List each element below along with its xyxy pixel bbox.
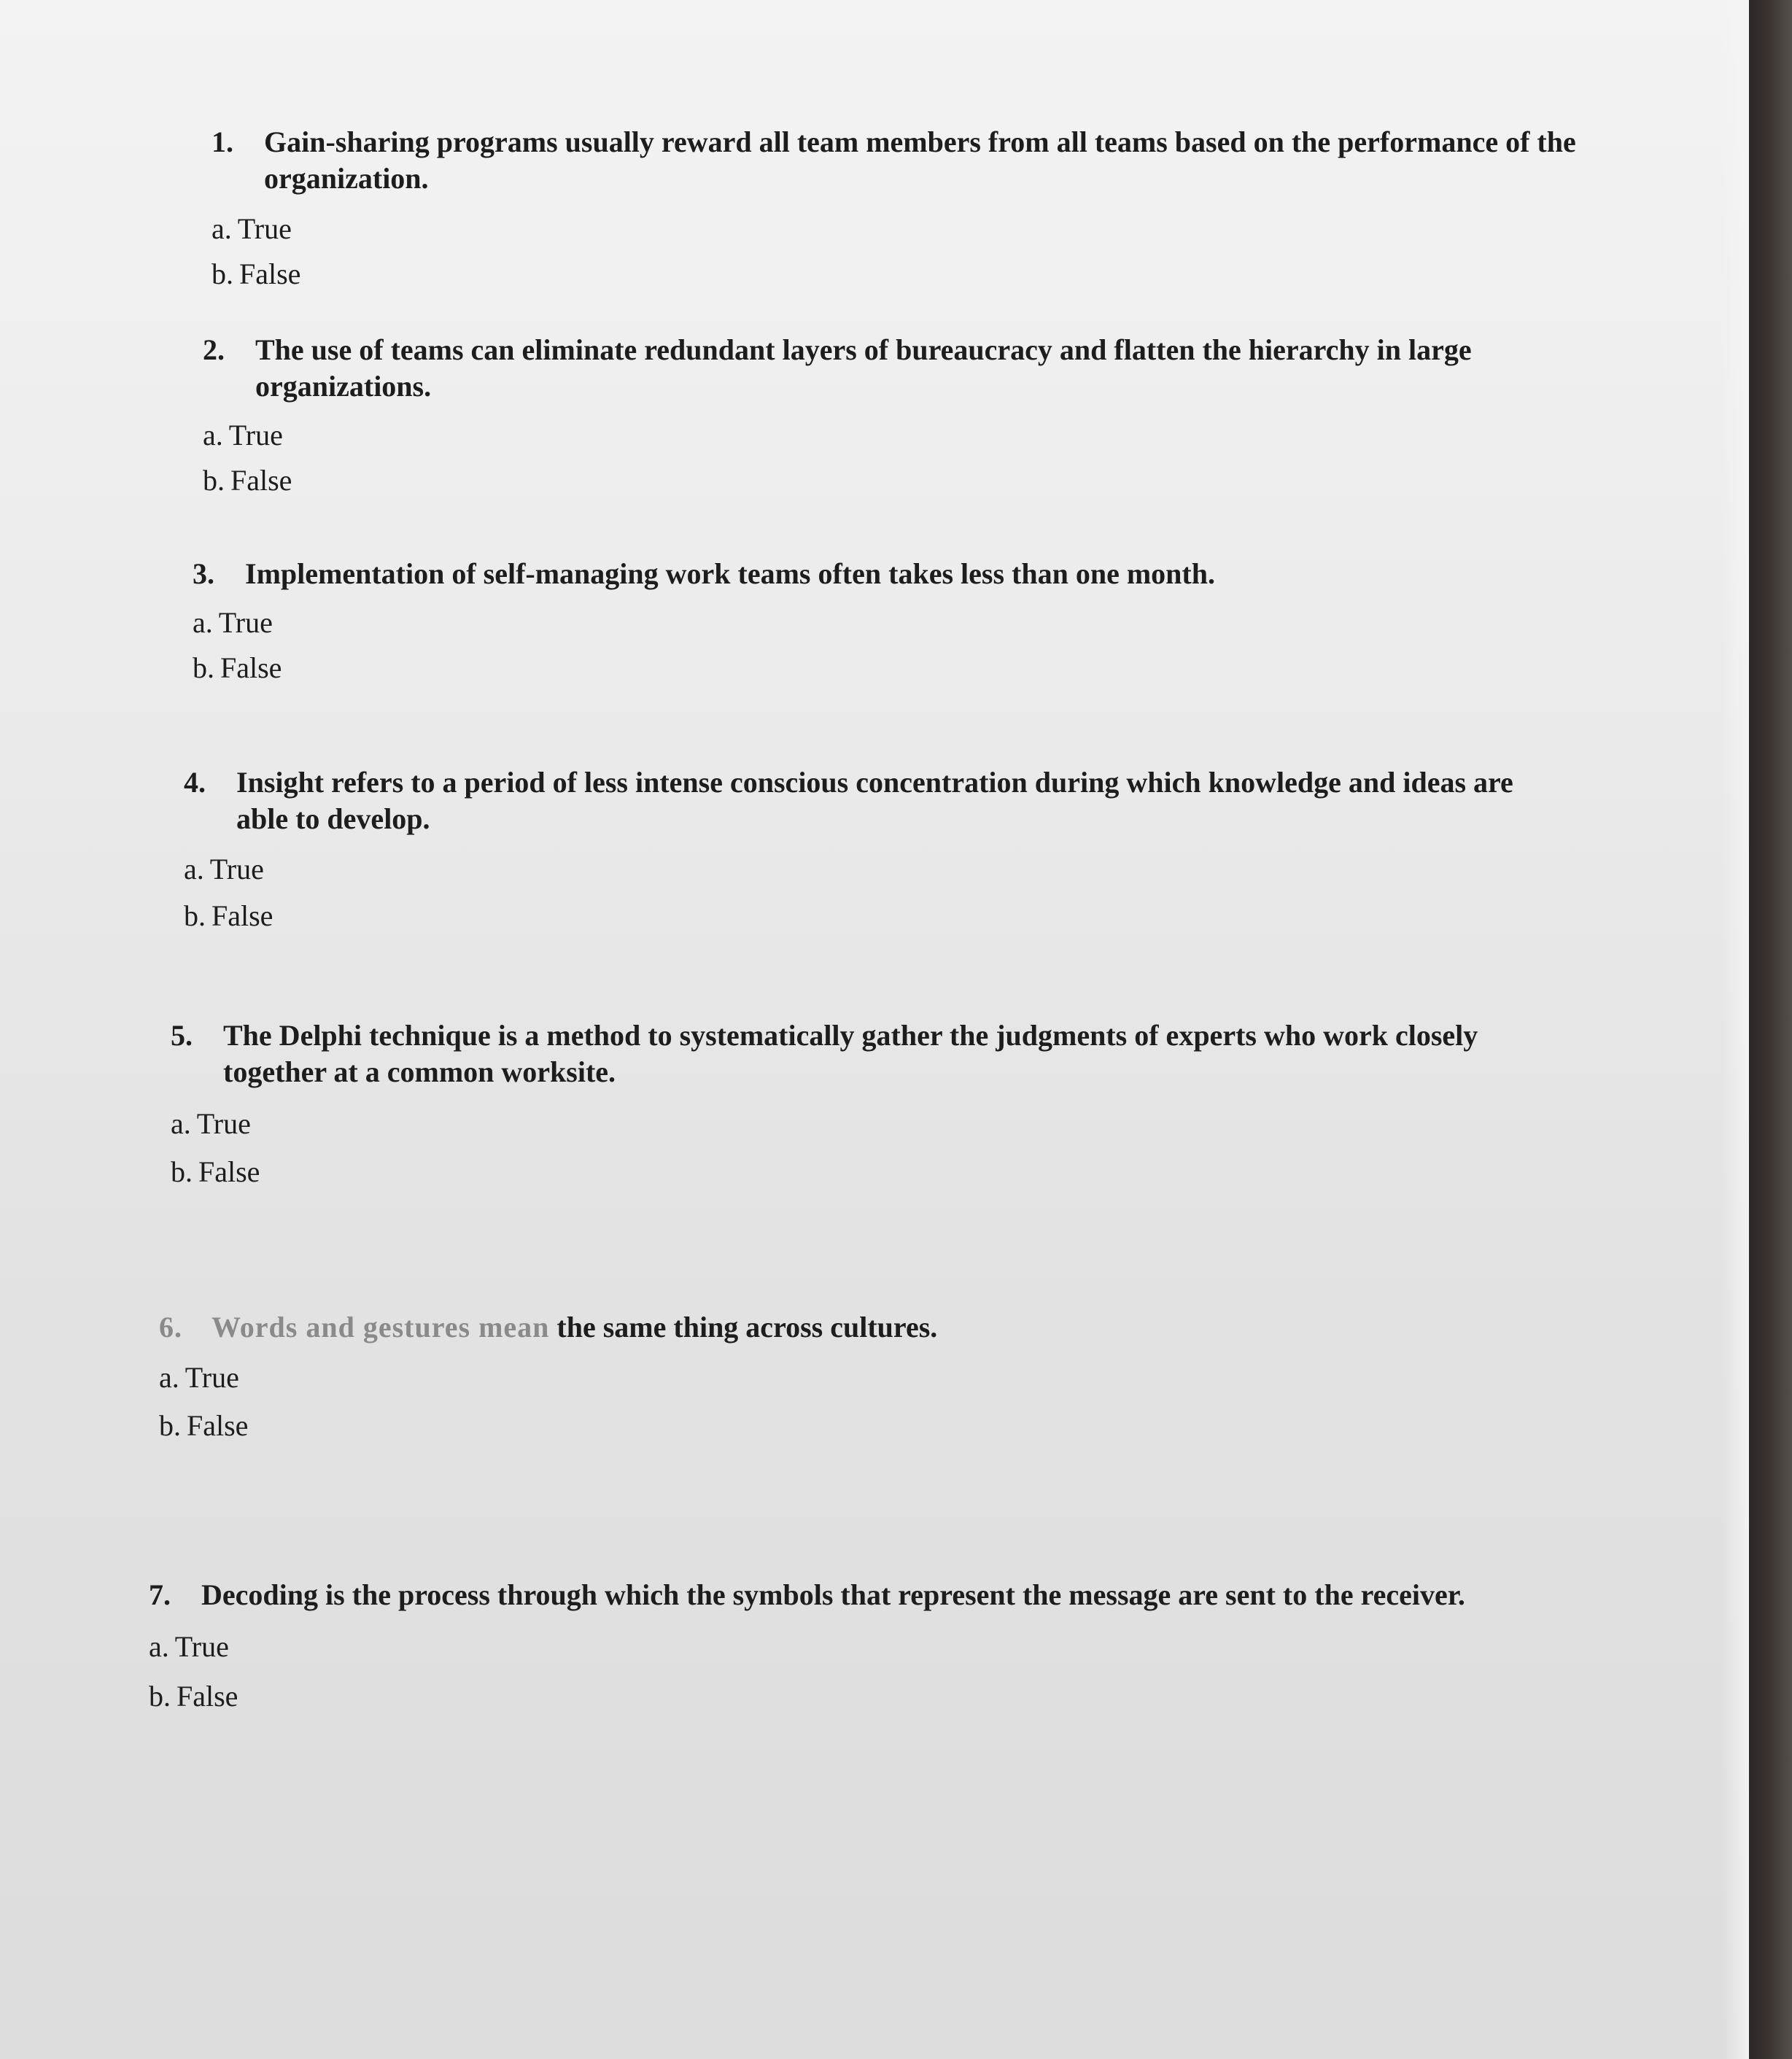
- choice-list: [159, 1362, 1545, 1442]
- question-stem: [203, 332, 1589, 405]
- choice-label: False: [198, 1155, 260, 1188]
- choice-b[interactable]: [203, 465, 1589, 497]
- choice-label: True: [228, 419, 283, 451]
- choice-label: True: [218, 606, 273, 639]
- choice-label: True: [174, 1630, 229, 1663]
- choice-letter: b.: [203, 464, 225, 497]
- question-number: 2.: [203, 333, 225, 366]
- choice-list: [203, 419, 1589, 497]
- question-text: Insight refers to a period of less intense conscious concentration during which knowledge and ideas are able to develop.: [236, 766, 1513, 835]
- choice-letter: b.: [149, 1680, 171, 1713]
- question-number: 1.: [212, 125, 233, 158]
- choice-a[interactable]: [149, 1631, 1578, 1663]
- choice-label: False: [220, 651, 282, 684]
- question-number: 6.: [159, 1311, 182, 1343]
- choice-list: [184, 853, 1570, 932]
- choice-b[interactable]: [149, 1680, 1578, 1713]
- choice-letter: a.: [193, 606, 213, 639]
- choice-a[interactable]: [171, 1108, 1556, 1140]
- question-text-faded: Words and gestures mean: [212, 1311, 550, 1343]
- question-stem: [184, 764, 1570, 837]
- choice-list: [212, 213, 1597, 290]
- choice-label: False: [239, 257, 301, 290]
- question-stem: [159, 1309, 1545, 1346]
- choice-a[interactable]: [193, 607, 1578, 639]
- question-6: [159, 1309, 1545, 1442]
- choice-letter: b.: [171, 1155, 193, 1188]
- choice-a[interactable]: [212, 213, 1597, 245]
- choice-letter: a.: [159, 1361, 179, 1394]
- choice-b[interactable]: [184, 900, 1570, 932]
- question-text: Implementation of self-managing work teams often takes less than one month.: [245, 557, 1215, 590]
- question-5: [171, 1017, 1556, 1188]
- choice-list: [193, 607, 1578, 684]
- choice-letter: a.: [184, 853, 204, 885]
- choice-b[interactable]: [159, 1410, 1545, 1442]
- choice-label: False: [187, 1409, 249, 1442]
- question-3: [193, 556, 1578, 684]
- question-number: 4.: [184, 766, 206, 799]
- choice-letter: b.: [159, 1409, 181, 1442]
- question-text: The use of teams can eliminate redundant layers of bureaucracy and flatten the hierarchy in large organizations.: [255, 333, 1472, 403]
- choice-b[interactable]: [193, 652, 1578, 684]
- choice-letter: a.: [212, 212, 232, 245]
- choice-letter: b.: [212, 257, 233, 290]
- choice-a[interactable]: [159, 1362, 1545, 1394]
- choice-letter: a.: [203, 419, 223, 451]
- question-text: Decoding is the process through which the symbols that represent the message are sent to the receiver.: [201, 1578, 1465, 1611]
- question-text: Gain-sharing programs usually reward all team members from all teams based on the performance of the organization.: [264, 125, 1576, 195]
- choice-letter: a.: [171, 1107, 191, 1140]
- choice-letter: a.: [149, 1630, 169, 1663]
- question-number: 5.: [171, 1019, 193, 1052]
- question-stem: [193, 556, 1578, 592]
- choice-a[interactable]: [203, 419, 1589, 451]
- choice-label: False: [177, 1680, 238, 1713]
- question-stem: [171, 1017, 1556, 1090]
- question-2: [203, 332, 1589, 497]
- question-stem: [212, 124, 1597, 197]
- question-number: 7.: [149, 1578, 171, 1611]
- choice-label: True: [237, 212, 292, 245]
- choice-letter: b.: [184, 899, 206, 932]
- question-1: [212, 124, 1597, 290]
- question-number: 3.: [193, 557, 214, 590]
- question-text: [212, 1309, 1545, 1346]
- choice-list: [149, 1631, 1578, 1713]
- choice-b[interactable]: [212, 258, 1597, 290]
- question-stem: [149, 1577, 1578, 1613]
- question-text: The Delphi technique is a method to systematically gather the judgments of experts who work closely together at a common worksite.: [223, 1019, 1478, 1088]
- choice-letter: b.: [193, 651, 214, 684]
- question-text-visible: the same thing across cultures.: [556, 1311, 938, 1343]
- choice-label: False: [230, 464, 292, 497]
- choice-b[interactable]: [171, 1156, 1556, 1188]
- choice-label: False: [212, 899, 274, 932]
- choice-label: True: [185, 1361, 239, 1394]
- question-4: [184, 764, 1570, 932]
- choice-list: [171, 1108, 1556, 1188]
- background-table-edge: [1749, 0, 1792, 2059]
- choice-a[interactable]: [184, 853, 1570, 885]
- question-7: [149, 1577, 1578, 1713]
- choice-label: True: [196, 1107, 251, 1140]
- choice-label: True: [209, 853, 264, 885]
